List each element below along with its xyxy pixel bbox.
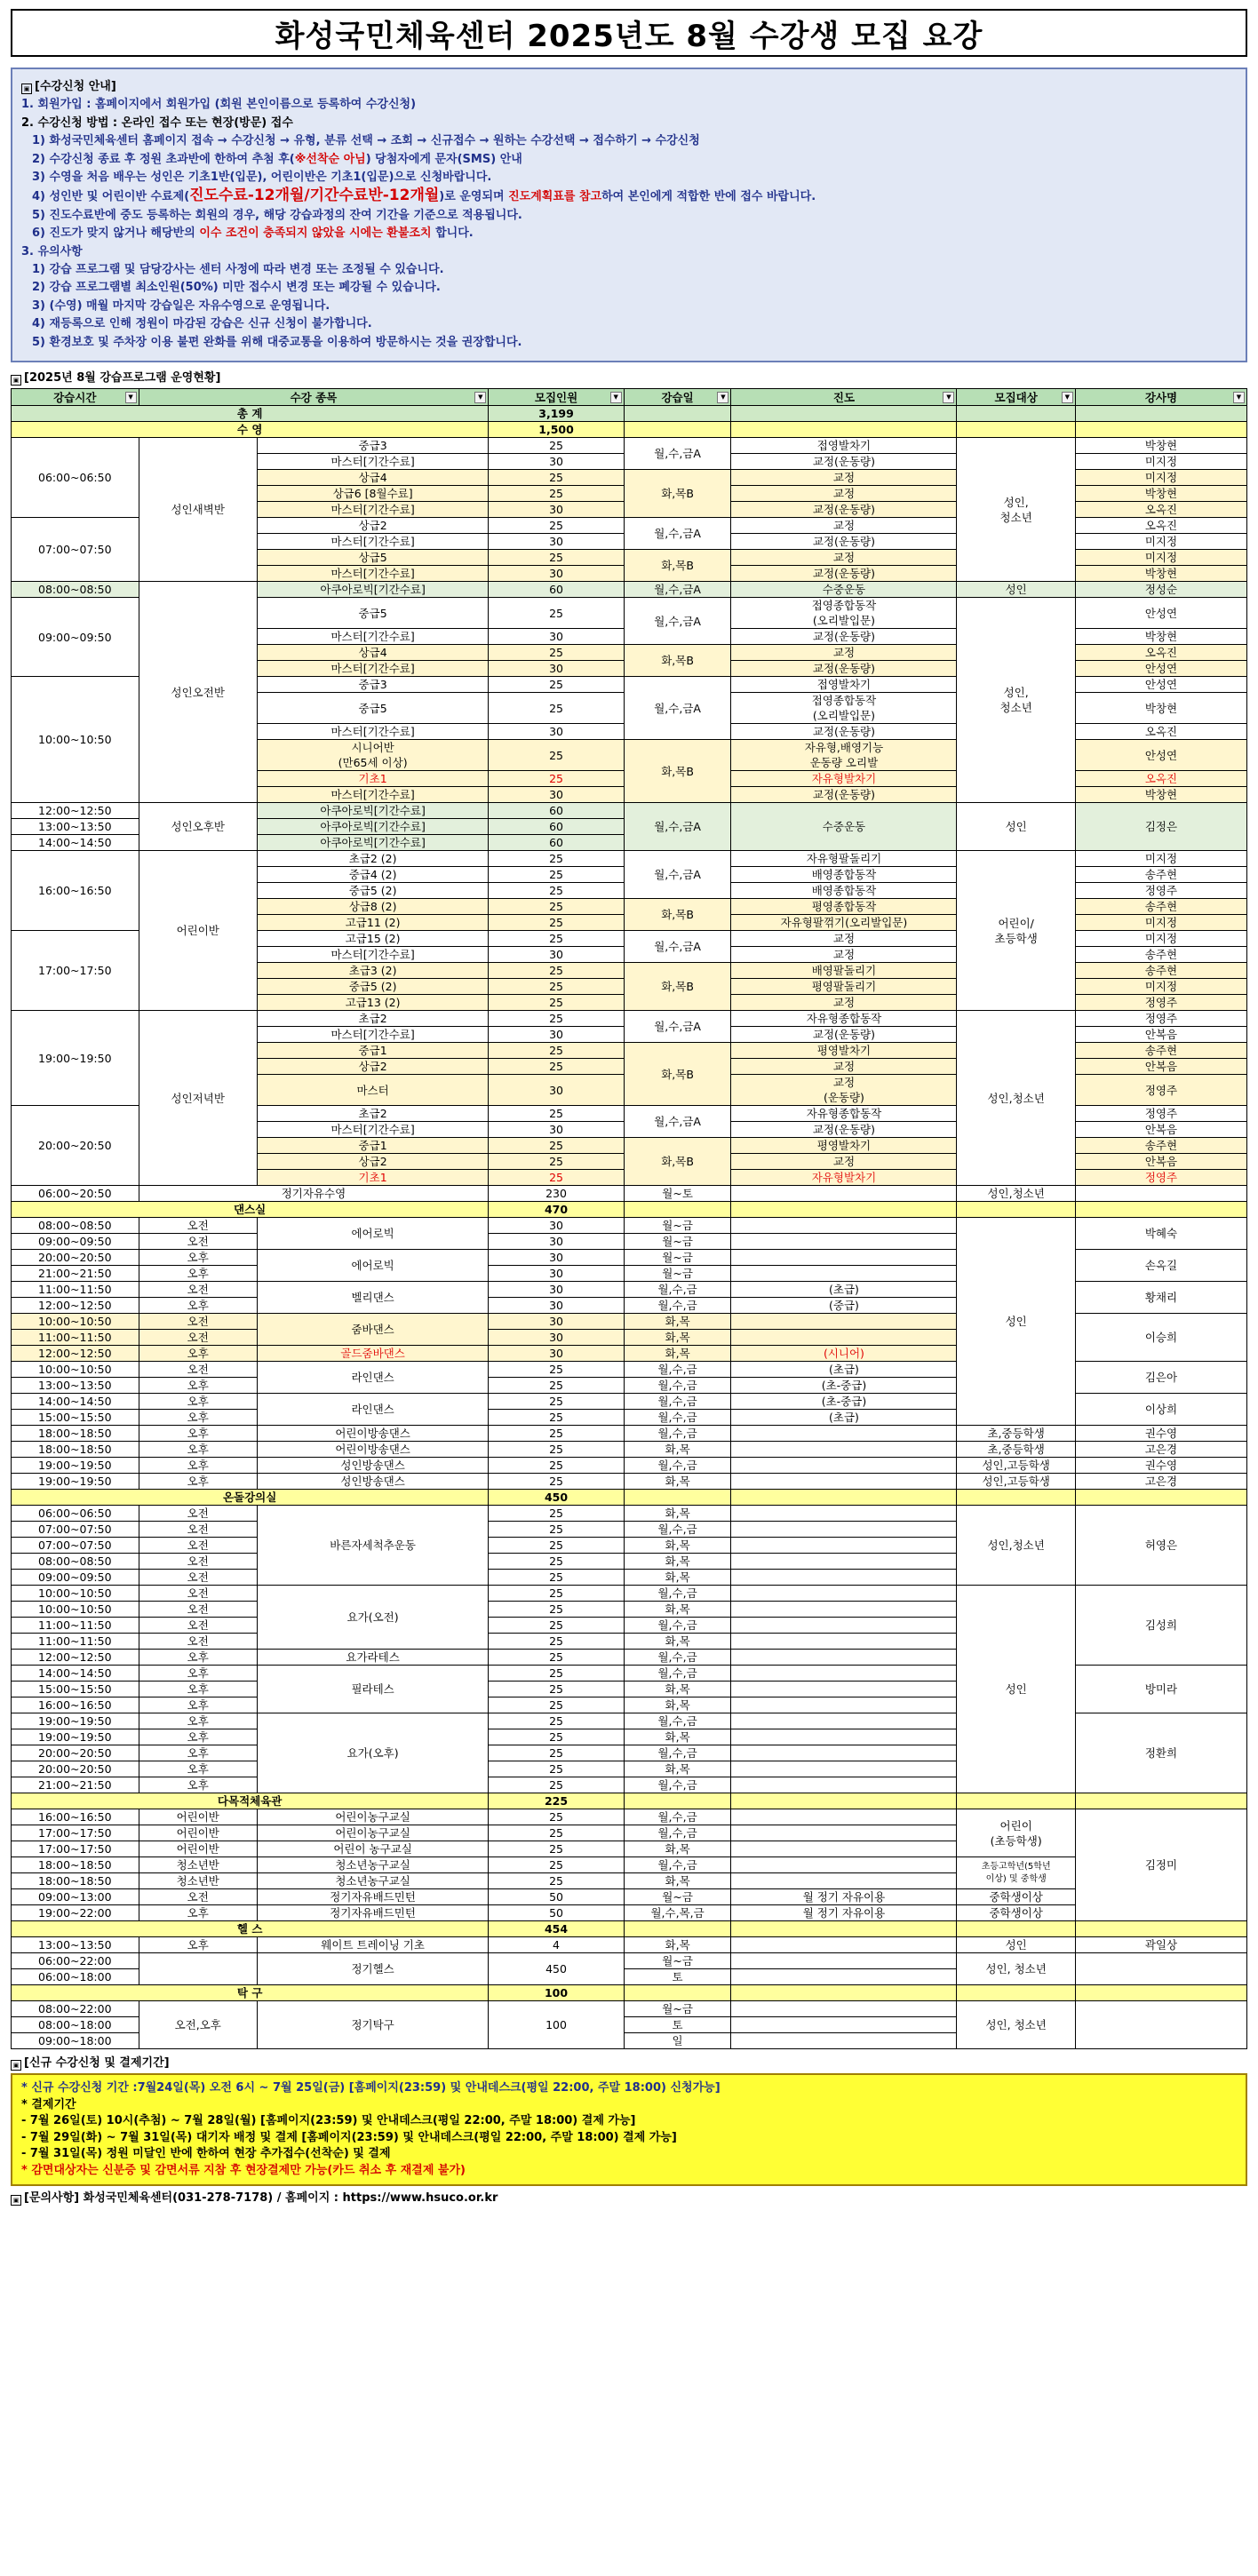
table-row: 11:00~11:50 오전 벨리댄스 30 월,수,금 (초급) 황채리: [12, 1282, 1247, 1298]
table-row: 06:00~06:50 오전 바른자세척추운동 25 화,목 성인,청소년 허영은: [12, 1506, 1247, 1522]
table-row: 07:00~07:50 오전 25 화,목: [12, 1538, 1247, 1554]
table-row: 19:00~22:00 오후 정기자유배드민턴 50 월,수,목,금 월 정기 자유이용 중학생이상: [12, 1905, 1247, 1921]
table-row: 08:00~08:50 오전 에어로빅 30 월~금 성인 박혜숙: [12, 1218, 1247, 1234]
table-row: 10:00~10:50 오전 요가(오전) 25 월,수,금 성인 김성희: [12, 1586, 1247, 1602]
table-row: 06:00~20:50 정기자유수영 230 월~토 성인,청소년: [12, 1186, 1247, 1202]
table-row: 20:00~20:50 오후 25 화,목: [12, 1761, 1247, 1777]
table-row: 19:00~19:50 오후 성인방송댄스 25 월,수,금 성인,고등학생 권수영: [12, 1458, 1247, 1474]
table-row: 19:00~19:50 오후 성인방송댄스 25 화,목 성인,고등학생 고은경: [12, 1474, 1247, 1490]
table-row: 06:00~18:00 토: [12, 1969, 1247, 1985]
section-dance: 댄스실 470: [12, 1202, 1247, 1218]
table-row: 마스터[기간수료] 30 교정(운동량) 오옥진: [12, 502, 1247, 518]
notice-sub-4: 4) 성인반 및 어린이반 수료제(진도수료-12개월/기간수료반-12개월)로 운영되며 진도계획표를 참고하여 본인에게 적합한 반에 접수 바랍니다.: [32, 187, 816, 205]
table-row: 마스터[기간수료] 30 교정(운동량) 박창현: [12, 566, 1247, 582]
filter-dropdown-icon: ▼: [125, 392, 137, 403]
notice-sub-3: 3) 수영을 처음 배우는 성인은 기초1반(입문), 어린이반은 기초1(입문)으로 신청바랍니다.: [32, 171, 492, 185]
table-row: 상급2 25 교정 안복음: [12, 1154, 1247, 1170]
table-row: 17:00~17:50 어린이반 어린이 농구교실 25 화,목: [12, 1841, 1247, 1857]
notice-item-1: 1. 회원가입 : 홈페이지에서 회원가입 (회원 본인이름으로 등록하여 수강신청): [21, 98, 417, 112]
table-row: 07:00~07:50 상급2 25 월,수,금A 교정 오옥진: [12, 518, 1247, 534]
header-days[interactable]: 강습일 ▼: [624, 389, 731, 406]
table-row: 15:00~15:50 오후 25 월,수,금 (초급): [12, 1410, 1247, 1426]
page-title: 화성국민체육센터 2025년도 8월 수강생 모집 요강: [11, 9, 1247, 57]
table-row: 19:00~19:50 오후 25 화,목: [12, 1729, 1247, 1745]
table-row: 09:00~09:50 오전 25 화,목: [12, 1570, 1247, 1586]
header-program[interactable]: 수강 종목 ▼: [139, 389, 489, 406]
header-capacity[interactable]: 모집인원 ▼: [489, 389, 624, 406]
program-table: [11, 388, 1247, 2049]
table-row: 19:00~19:50 성인저녁반 초급2 25 월,수,금A 자유형종합동작 성인,청소년 정영주: [12, 1011, 1247, 1027]
header-instructor[interactable]: 강사명 ▼: [1075, 389, 1246, 406]
table-row: 11:00~11:50 오전 30 화,목: [12, 1330, 1247, 1346]
swim-group-evening: 성인저녁반: [139, 1011, 257, 1186]
table-row: 07:00~07:50 오전 25 월,수,금: [12, 1522, 1247, 1538]
table-row: 14:00~14:50 오후 라인댄스 25 월,수,금 (초-중급) 이상희: [12, 1394, 1247, 1410]
table-row: 08:00~18:00 토: [12, 2017, 1247, 2033]
checkbox-icon: ▣: [11, 2195, 21, 2206]
table-row: 10:00~10:50 중급3 25 월,수,금A 접영발차기 안성연: [12, 677, 1247, 693]
table-row: 16:00~16:50 어린이반 어린이농구교실 25 월,수,금 어린이 (초등학생) 김정미: [12, 1809, 1247, 1825]
table-row: 13:00~13:50 오후 웨이트 트레이닝 기초 4 화,목 성인 곽일상: [12, 1937, 1247, 1953]
table-row: 마스터[기간수료] 30 교정 송주현: [12, 947, 1247, 963]
checkbox-icon: ▣: [21, 83, 32, 94]
table-row: 21:00~21:50 오후 30 월~금: [12, 1266, 1247, 1282]
table-row: 기초1 25 자유형발차기 정영주: [12, 1170, 1247, 1186]
table-row: 중급5 25 접영종합동작 (오리발입문) 박창현: [12, 693, 1247, 724]
bottom-line-1: * 신규 수강신청 기간 :7월24일(목) 오전 6시 ~ 7월 25일(금) [홈페이지(23:59) 및 안내데스크(평일 22:00, 주말 18:00) 신청가능]: [21, 2081, 721, 2095]
table-row: 10:00~10:50 오전 25 화,목: [12, 1602, 1247, 1618]
table-row: 10:00~10:50 오전 라인댄스 25 월,수,금 (초급) 김은아: [12, 1362, 1247, 1378]
table-row: 12:00~12:50 오후 골드줌바댄스 30 화,목 (시니어): [12, 1346, 1247, 1362]
notice-sub-5: 5) 진도수료반에 중도 등록하는 회원의 경우, 해당 강습과정의 잔여 기간을 기준으로 적용됩니다.: [32, 208, 522, 222]
notice-note-2: 2) 강습 프로그램별 최소인원(50%) 미만 접수시 변경 또는 폐강될 수 있습니다.: [32, 281, 441, 295]
table-row: 중급4 (2) 25 배영종합동작 송주현: [12, 867, 1247, 883]
table-header: [12, 389, 1247, 406]
table-row: 18:00~18:50 청소년반 청소년농구교실 25 월,수,금 초등고학년(5학년 이상) 및 중학생: [12, 1857, 1247, 1873]
section-gym: 헬 스 454: [12, 1921, 1247, 1937]
table-row: 18:00~18:50 오후 어린이방송댄스 25 월,수,금 초,중등학생 권수영: [12, 1426, 1247, 1442]
header-time[interactable]: 강습시간 ▼: [12, 389, 139, 406]
swim-group-kids: 어린이반: [139, 851, 257, 1011]
table-row: 마스터[기간수료] 30 교정(운동량) 박창현: [12, 629, 1247, 645]
filter-dropdown-icon: ▼: [717, 392, 729, 403]
table-row: 마스터[기간수료] 30 교정(운동량) 미지정: [12, 534, 1247, 550]
swim-group-early: 성인새벽반: [139, 438, 257, 582]
notice-header: [수강신청 안내]: [35, 80, 116, 93]
notice-sub-1: 1) 화성국민체육센터 홈페이지 접속 → 수강신청 → 유형, 분류 선택 → 조회 → 신규접수 → 원하는 수강선택 → 접수하기 → 수강신청: [32, 134, 700, 148]
table-row: 09:00~09:50 오전 30 월~금: [12, 1234, 1247, 1250]
table-row: 18:00~18:50 오후 어린이방송댄스 25 화,목 초,중등학생 고은경: [12, 1442, 1247, 1458]
checkbox-icon: ▣: [11, 2060, 21, 2071]
table-row: 20:00~20:50 초급2 25 월,수,금A 자유형종합동작 정영주: [12, 1106, 1247, 1122]
filter-dropdown-icon: ▼: [610, 392, 622, 403]
table-row: 20:00~20:50 오후 에어로빅 30 월~금 손옥길: [12, 1250, 1247, 1266]
table-row: 상급4 25 화,목B 교정 오옥진: [12, 645, 1247, 661]
table-row: 14:00~14:50 오후 필라테스 25 월,수,금 방미라: [12, 1666, 1247, 1682]
table-row: 초급3 (2) 25 화,목B 배영팔돌리기 송주현: [12, 963, 1247, 979]
table-row: 기초1 25 자유형발차기 오옥진: [12, 771, 1247, 787]
filter-dropdown-icon: ▼: [1062, 392, 1073, 403]
table-row: 시니어반 (만65세 이상) 25 화,목B 자유형,배영기능 운동량 오리발 안성연: [12, 740, 1247, 771]
notice-note-3: 3) (수영) 매월 마지막 강습일은 자유수영으로 운영됩니다.: [32, 298, 330, 313]
table-row: 중급1 25 화,목B 평영발차기 송주현: [12, 1138, 1247, 1154]
notice-note-4: 4) 재등록으로 인해 정원이 마감된 강습은 신규 신청이 불가합니다.: [32, 317, 372, 331]
table-row: 중급5 (2) 25 배영종합동작 정영주: [12, 883, 1247, 899]
table-row: 마스터[기간수료] 30 교정(운동량) 안복음: [12, 1027, 1247, 1043]
notice-note-1: 1) 강습 프로그램 및 담당강사는 센터 사정에 따라 변경 또는 조정될 수 있습니다.: [32, 263, 444, 277]
page: [11, 0, 1247, 2206]
table-row: 06:00~22:00 정기헬스 450 월~금 성인, 청소년: [12, 1953, 1247, 1969]
table-row: 12:00~12:50 성인오후반 아쿠아로빅[기간수료] 60 월,수,금A 수중운동 성인 김정은: [12, 803, 1247, 819]
table-row: 상급6 [8월수료] 25 교정 박창현: [12, 486, 1247, 502]
filter-dropdown-icon: ▼: [474, 392, 486, 403]
notice-sub-2: 2) 수강신청 종료 후 정원 초과반에 한하여 추첨 후(※선착순 아님) 당첨자에게 문자(SMS) 안내: [32, 152, 522, 166]
swim-group-pm: 성인오후반: [139, 803, 257, 851]
table-row: 09:00~09:50 중급5 25 월,수,금A 접영종합동작 (오리발입문) 성인, 청소년 안성연: [12, 598, 1247, 629]
table-row: 09:00~13:00 오전 정기자유배드민턴 50 월~금 월 정기 자유이용 중학생이상: [12, 1889, 1247, 1905]
table-row: 13:00~13:50 아쿠아로빅[기간수료] 60: [12, 819, 1247, 835]
table-row: 마스터[기간수료] 30 교정(운동량) 안복음: [12, 1122, 1247, 1138]
notice-sub-6: 6) 진도가 맞지 않거나 해당반의 이수 조건이 충족되지 않았을 시에는 환불조치 합니다.: [32, 227, 474, 241]
total-row: 총 계 3,199: [12, 406, 1247, 422]
bottom-line-2: * 결제기간: [21, 2097, 76, 2111]
header-progress[interactable]: 진도 ▼: [731, 389, 957, 406]
table-row: 마스터[기간수료] 30 교정(운동량) 오옥진: [12, 724, 1247, 740]
table-row: 상급5 25 화,목B 교정 미지정: [12, 550, 1247, 566]
table-row: 중급1 25 화,목B 평영발차기 송주현: [12, 1043, 1247, 1059]
swim-group-am: 성인오전반: [139, 582, 257, 803]
section-multi: 다목적체육관 225: [12, 1793, 1247, 1809]
table-row: 17:00~17:50 고급15 (2) 25 월,수,금A 교정 미지정: [12, 931, 1247, 947]
table-row: 21:00~21:50 오후 25 월,수,금: [12, 1777, 1247, 1793]
section-yoga: 온돌강의실 450: [12, 1490, 1247, 1506]
table-row: 마스터[기간수료] 30 교정(운동량) 박창현: [12, 787, 1247, 803]
payment-period-box: [11, 2073, 1247, 2186]
table-row: 마스터[기간수료] 30 교정(운동량) 안성연: [12, 661, 1247, 677]
table-row: 12:00~12:50 오후 30 월,수,금 (중급): [12, 1298, 1247, 1314]
table-row: 고급13 (2) 25 교정 정영주: [12, 995, 1247, 1011]
notice-item-2: 2. 수강신청 방법 : 온라인 접수 또는 현장(방문) 접수: [21, 115, 293, 130]
table-row: 10:00~10:50 오전 줌바댄스 30 화,목 이승희: [12, 1314, 1247, 1330]
table-row: 마스터[기간수료] 30 교정(운동량) 미지정: [12, 454, 1247, 470]
table-row: 12:00~12:50 오후 요가라테스 25 월,수,금: [12, 1650, 1247, 1666]
section-tabletennis: 탁 구 100: [12, 1985, 1247, 2001]
table-row: 11:00~11:50 오전 25 화,목: [12, 1634, 1247, 1650]
filter-dropdown-icon: ▼: [943, 392, 954, 403]
table-label: [2025년 8월 강습프로그램 운영현황]: [24, 371, 221, 386]
table-row: 17:00~17:50 어린이반 어린이농구교실 25 월,수,금: [12, 1825, 1247, 1841]
table-row: 08:00~08:50 성인오전반 아쿠아로빅[기간수료] 60 월,수,금A 수중운동 성인 정성순: [12, 582, 1247, 598]
table-row: 상급8 (2) 25 화,목B 평영종합동작 송주현: [12, 899, 1247, 915]
table-row: 상급4 25 화,목B 교정 미지정: [12, 470, 1247, 486]
table-row: 18:00~18:50 청소년반 청소년농구교실 25 화,목: [12, 1873, 1247, 1889]
table-row: 상급2 25 교정 안복음: [12, 1059, 1247, 1075]
registration-notice: [11, 68, 1247, 362]
notice-item-3: 3. 유의사항: [21, 244, 83, 258]
table-row: 13:00~13:50 오후 25 월,수,금 (초-중급): [12, 1378, 1247, 1394]
table-row: 08:00~22:00 오전,오후 정기탁구 100 월~금 성인, 청소년: [12, 2001, 1247, 2017]
table-row: 16:00~16:50 오후 25 화,목: [12, 1697, 1247, 1713]
checkbox-icon: ▣: [11, 375, 21, 386]
bottom-line-5: - 7월 31일(목) 정원 미달인 반에 한하여 현장 추가접수(선착순) 및 결제: [21, 2147, 391, 2161]
table-row: 09:00~18:00 일: [12, 2033, 1247, 2049]
footer-contact[interactable]: [문의사항] 화성국민체육센터(031-278-7178) / 홈페이지 : https://www.hsuco.or.kr: [24, 2191, 498, 2206]
table-row: 마스터 30 교정 (운동량) 정영주: [12, 1075, 1247, 1106]
table-row: 고급11 (2) 25 자유형팔꺾기(오리발입문) 미지정: [12, 915, 1247, 931]
table-row: 중급5 (2) 25 평영팔돌리기 미지정: [12, 979, 1247, 995]
table-row: 08:00~08:50 오전 25 화,목: [12, 1554, 1247, 1570]
table-row: 06:00~06:50 성인새벽반 중급3 25 월,수,금A 접영발차기 성인, 청소년 박창현: [12, 438, 1247, 454]
bottom-line-6: * 감면대상자는 신분증 및 감면서류 지참 후 현장결제만 가능(카드 취소 후 재결제 불가): [21, 2163, 466, 2177]
table-row: 15:00~15:50 오후 25 화,목: [12, 1682, 1247, 1697]
bottom-line-4: - 7월 29일(화) ~ 7월 31일(목) 대기자 배정 및 결제 [홈페이지(23:59) 및 안내데스크(평일 22:00, 주말 18:00) 결제 가능]: [21, 2130, 677, 2144]
notice-note-5: 5) 환경보호 및 주차장 이용 불편 완화를 위해 대중교통을 이용하여 방문하시는 것을 권장합니다.: [32, 335, 522, 349]
table-row: 19:00~19:50 오후 요가(오후) 25 월,수,금 정환희: [12, 1713, 1247, 1729]
table-row: 16:00~16:50 어린이반 초급2 (2) 25 월,수,금A 자유형팔돌리기 어린이/ 초등학생 미지정: [12, 851, 1247, 867]
header-target[interactable]: 모집대상 ▼: [957, 389, 1075, 406]
table-row: 11:00~11:50 오전 25 월,수,금: [12, 1618, 1247, 1634]
table-row: 14:00~14:50 아쿠아로빅[기간수료] 60: [12, 835, 1247, 851]
bottom-label: [신규 수강신청 및 결제기간]: [24, 2056, 170, 2071]
filter-dropdown-icon: ▼: [1233, 392, 1245, 403]
bottom-line-3: - 7월 26일(토) 10시(추첨) ~ 7월 28일(월) [홈페이지(23:59) 및 안내데스크(평일 22:00, 주말 18:00) 결제 가능]: [21, 2114, 636, 2128]
section-swim: 수 영 1,500: [12, 422, 1247, 438]
table-row: 20:00~20:50 오후 25 월,수,금: [12, 1745, 1247, 1761]
